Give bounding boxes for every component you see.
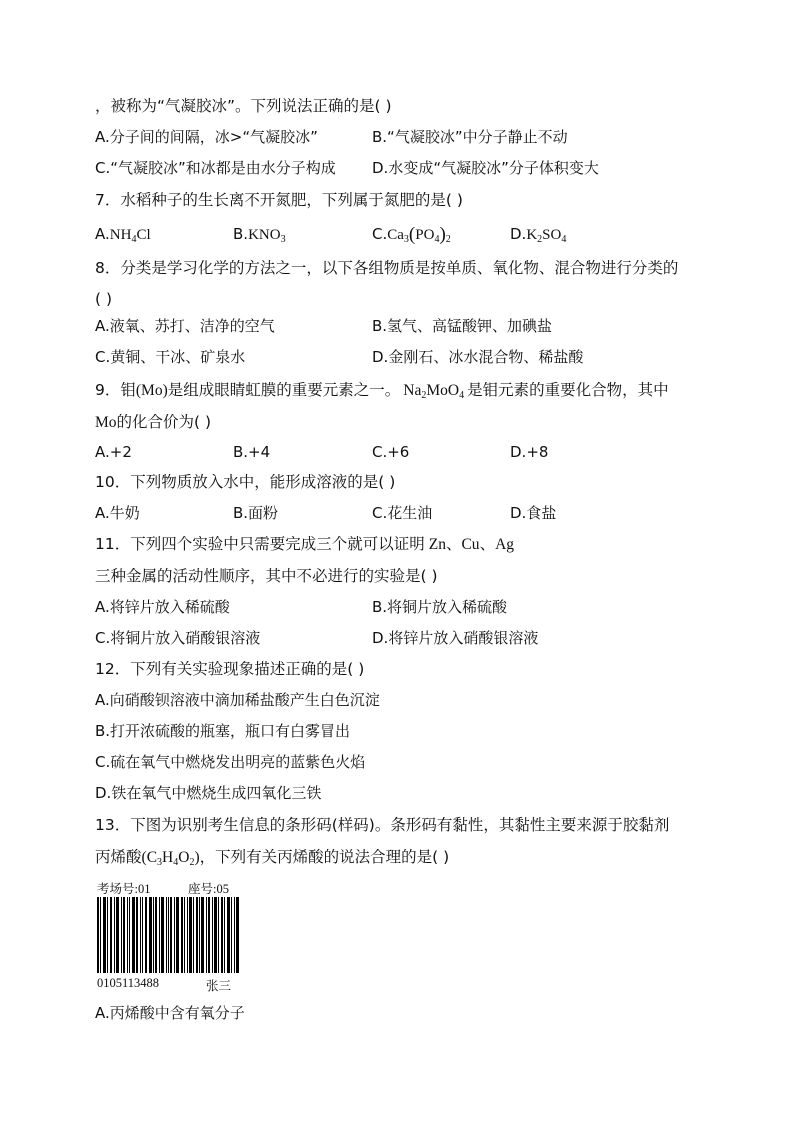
q9-option-a: A.+2	[95, 443, 132, 461]
question-9-stem: 9．钼(Mo)是组成眼睛虹膜的重要元素之一。 $Na_2MoO_4$ 是钼元素的重要化合物，其中	[95, 381, 669, 401]
q12-option-a: A.向硝酸钡溶液中滴加稀盐酸产生白色沉淀	[95, 691, 380, 709]
question-7-stem: 7．水稻种子的生长离不开氮肥，下列属于氮肥的是( )	[95, 191, 463, 209]
question-13-stem: 13．下图为识别考生信息的条形码(样码)。条形码有黏性，其黏性主要来源于胶黏剂	[95, 816, 670, 834]
q11-option-d: D.将锌片放入硝酸银溶液	[372, 629, 539, 647]
q8-option-c: C.黄铜、干冰、矿泉水	[95, 348, 246, 366]
question-10-stem: 10．下列物质放入水中，能形成溶液的是( )	[95, 473, 396, 491]
q12-option-c: C.硫在氧气中燃烧发出明亮的蓝紫色火焰	[95, 753, 366, 771]
q11-option-c: C.将铜片放入硝酸银溶液	[95, 629, 261, 647]
seat-label: 座号:05	[188, 882, 229, 896]
q11-option-a: A.将锌片放入稀硫酸	[95, 598, 230, 616]
q12-option-b: B.打开浓硫酸的瓶塞，瓶口有白雾冒出	[95, 722, 351, 740]
question-8-stem: 8．分类是学习化学的方法之一，以下各组物质是按单质、氧化物、混合物进行分类的	[95, 259, 679, 277]
q9-option-d: D.+8	[510, 443, 549, 461]
q7-option-b: $B.KNO_3$	[233, 225, 286, 245]
q7-option-a: $A.NH_4Cl$	[95, 225, 151, 245]
q9-option-b: B.+4	[233, 443, 271, 461]
exam-room-label: 考场号:01	[97, 882, 151, 896]
barcode-number: 0105113488	[97, 976, 160, 990]
q6-option-a: A.分子间的间隔，冰>“气凝胶冰”	[95, 128, 318, 146]
q10-option-c: C.花生油	[372, 504, 433, 522]
question-11-stem: 11．下列四个实验中只需要完成三个就可以证明 Zn、Cu、Ag	[95, 535, 515, 553]
question-6-stem: ，被称为“气凝胶冰”。下列说法正确的是( )	[95, 97, 392, 115]
q6-option-d: D.水变成“气凝胶冰”分子体积变大	[372, 159, 599, 177]
question-8-stem-continued: ( )	[95, 290, 113, 308]
q10-option-b: B.面粉	[233, 504, 279, 522]
q8-option-a: A.液氧、苏打、洁净的空气	[95, 317, 275, 335]
q6-option-b: B.“气凝胶冰”中分子静止不动	[372, 128, 568, 146]
q10-option-a: A.牛奶	[95, 504, 140, 522]
q8-option-d: D.金刚石、冰水混合物、稀盐酸	[372, 348, 584, 366]
q11-option-b: B.将铜片放入稀硫酸	[372, 598, 508, 616]
q6-option-c: C.“气凝胶冰”和冰都是由水分子构成	[95, 159, 336, 177]
question-9-stem-continued: Mo的化合价为( )	[95, 413, 212, 431]
q7-option-c: $C.Ca_3(PO_4)_2$	[372, 224, 451, 245]
q9-option-c: C.+6	[372, 443, 410, 461]
q8-option-b: B.氢气、高锰酸钾、加碘盐	[372, 317, 553, 335]
question-11-stem-continued: 三种金属的活动性顺序，其中不必进行的实验是( )	[95, 567, 438, 585]
q13-option-a: A.丙烯酸中含有氧分子	[95, 1004, 245, 1022]
q12-option-d: D.铁在氧气中燃烧生成四氧化三铁	[95, 784, 322, 802]
barcode-image	[97, 897, 239, 973]
q7-option-d: $D.K_2SO_4$	[510, 225, 567, 245]
question-13-stem-continued: 丙烯酸$(C_3H_4O_2)$，下列有关丙烯酸的说法合理的是( )	[95, 848, 450, 868]
q10-option-d: D.食盐	[510, 504, 557, 522]
student-name: 张三	[206, 978, 232, 993]
question-12-stem: 12．下列有关实验现象描述正确的是( )	[95, 660, 365, 678]
